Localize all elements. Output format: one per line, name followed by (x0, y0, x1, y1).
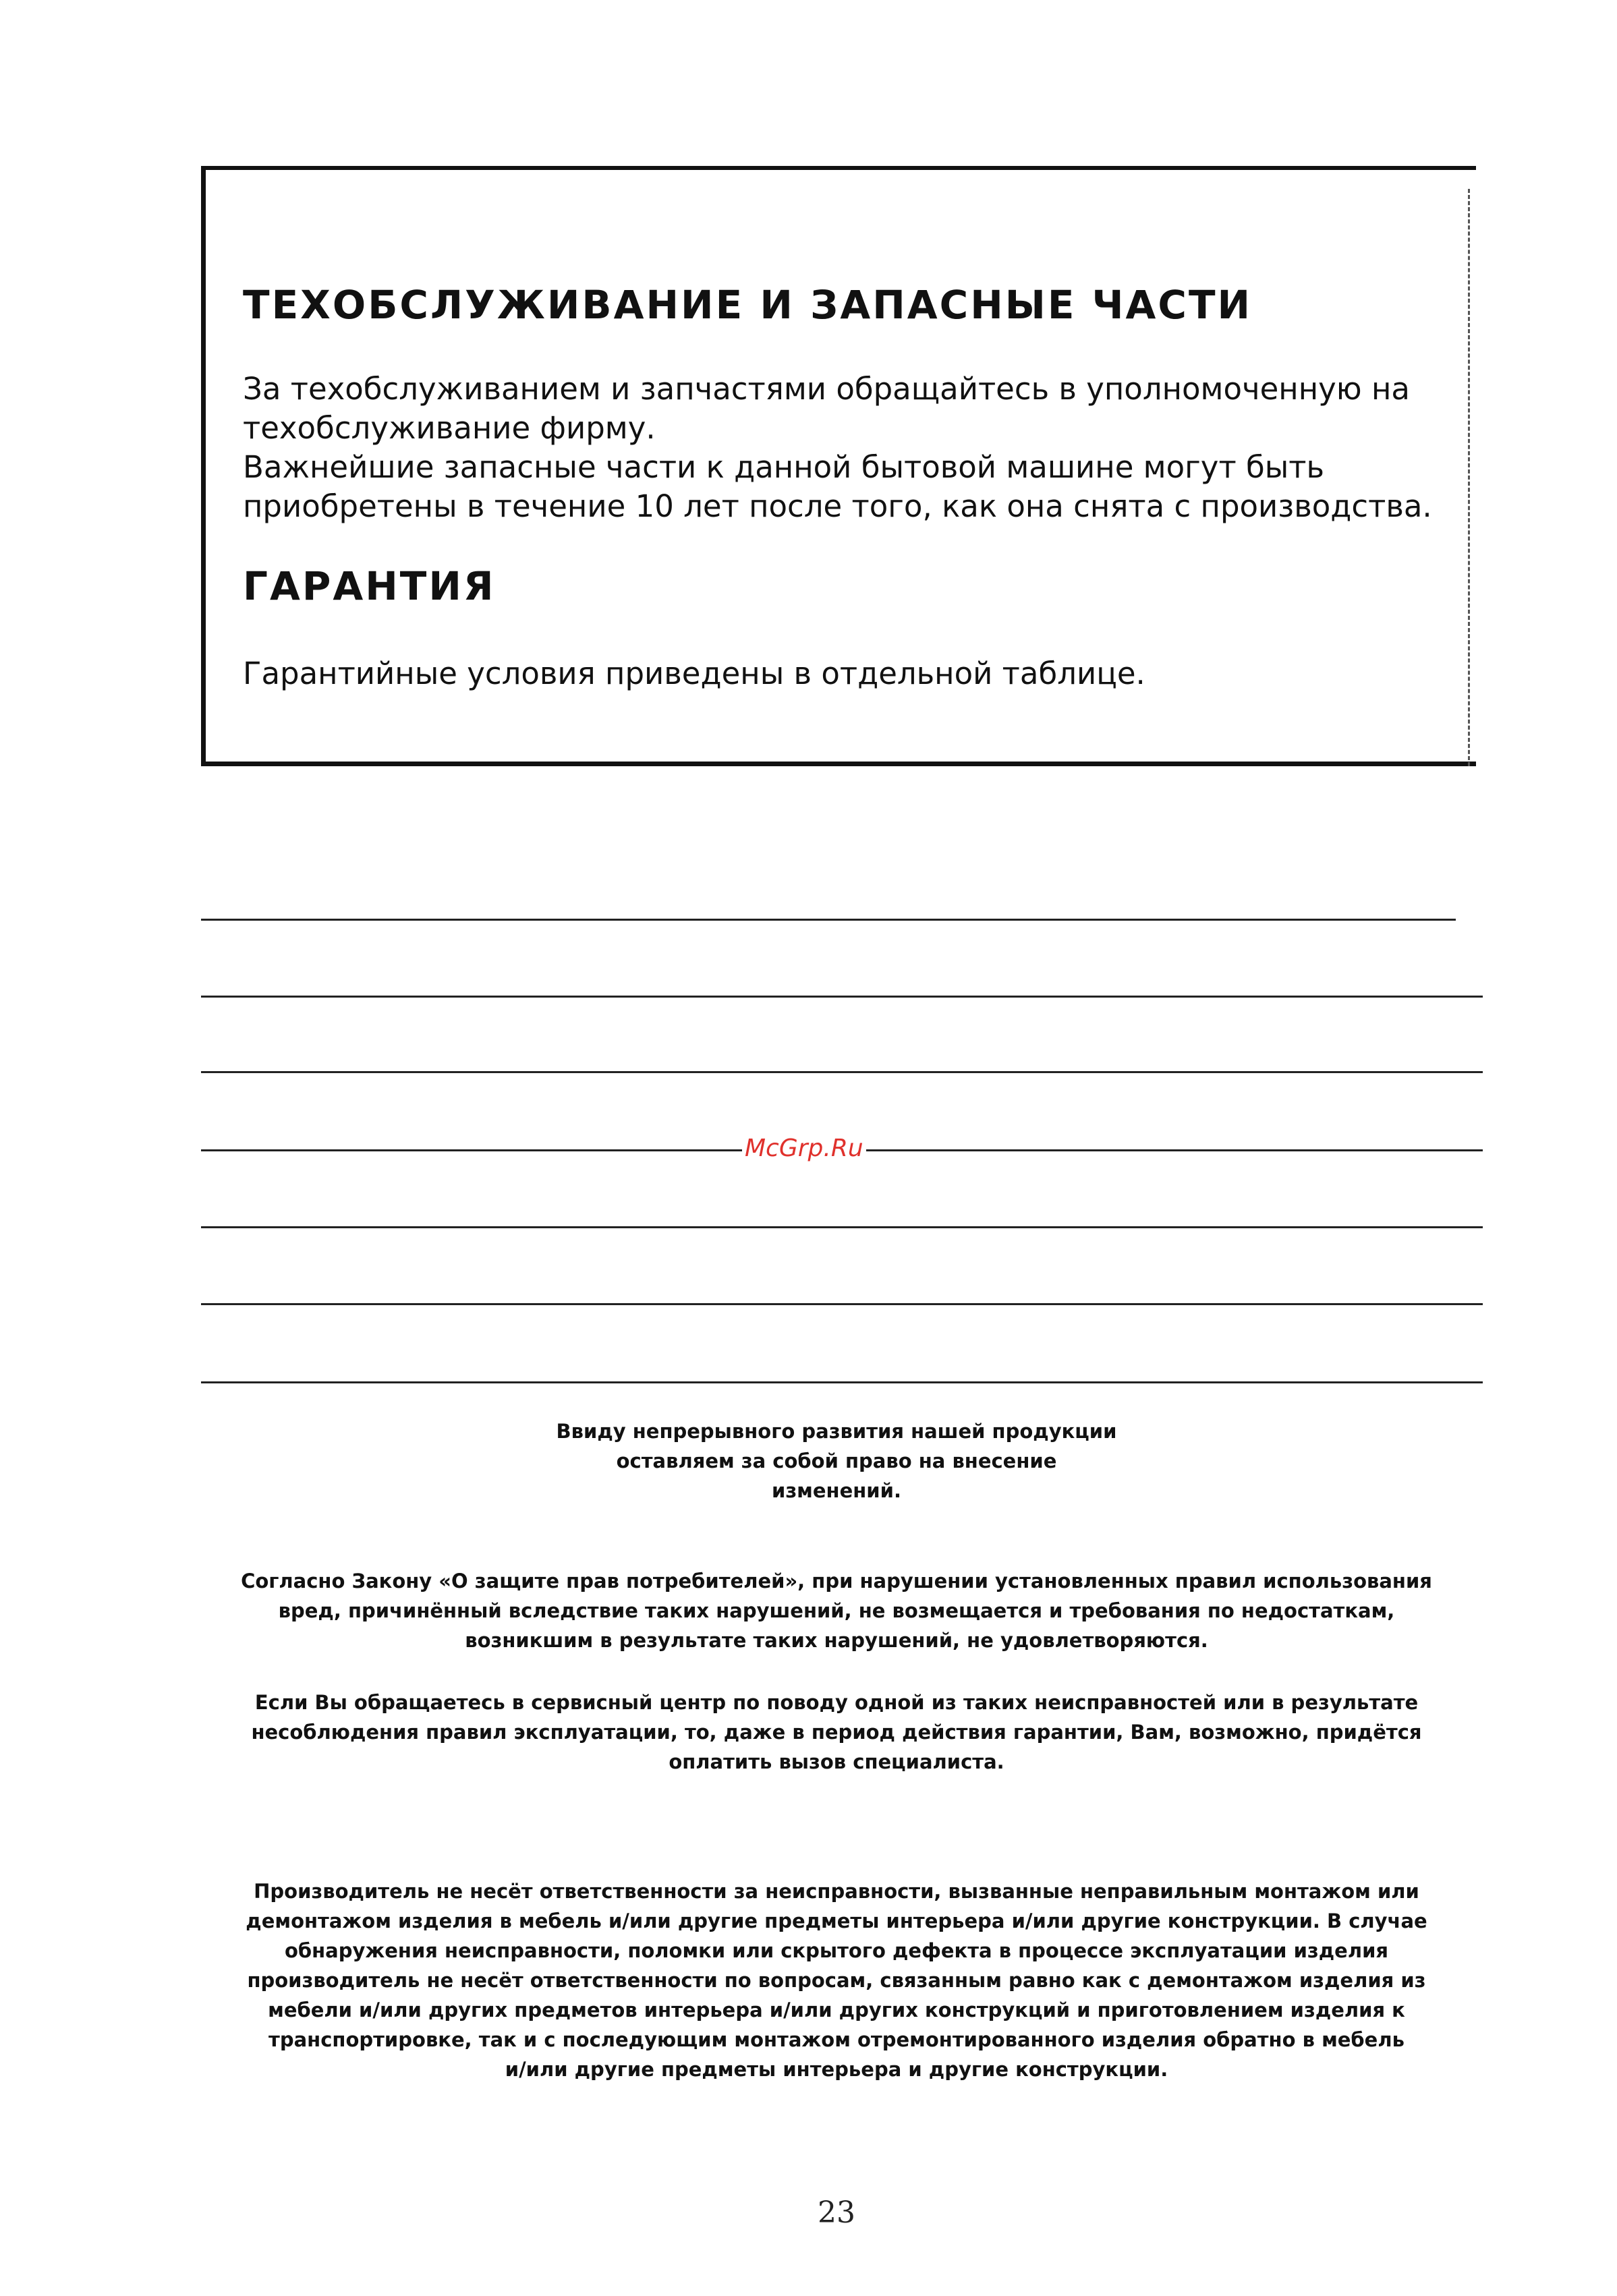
manufacturer-line-7: и/или другие предметы интерьера и другие конструкции. (505, 2058, 1168, 2081)
frame-right-edge (1468, 189, 1470, 766)
service-heading: ТЕХОБСЛУЖИВАНИЕ И ЗАПАСНЫЕ ЧАСТИ (243, 282, 1253, 328)
changes-notice-line-3: изменений. (772, 1479, 901, 1502)
notes-line-7 (201, 1381, 1483, 1383)
changes-notice-line-2: оставляем за собой право на внесение (616, 1450, 1057, 1472)
manufacturer-line-3: обнаружения неисправности, поломки или скрытого дефекта в процессе эксплуатации изделия (284, 1939, 1389, 1962)
notes-line-2 (201, 996, 1483, 998)
page-number: 23 (818, 2195, 855, 2230)
consumer-law-line-3: возникшим в результате таких нарушений, не удовлетворяются. (465, 1629, 1208, 1652)
service-line-4: приобретены в течение 10 лет после того, как она снята с производства. (243, 488, 1432, 524)
consumer-law-line-2: вред, причинённый вследствие таких нарушений, не возмещается и требования по недостаткам, (278, 1599, 1395, 1622)
notes-line-6 (201, 1303, 1483, 1305)
service-line-3: Важнейшие запасные части к данной бытовой машине могут быть (243, 449, 1324, 485)
manufacturer-line-1: Производитель не несёт ответственности за неисправности, вызванные неправильным монтажом или (254, 1880, 1419, 1903)
service-call-line-3: оплатить вызов специалиста. (669, 1750, 1004, 1773)
manufacturer-line-6: транспортировке, так и с последующим монтажом отремонтированного изделия обратно в мебель (268, 2028, 1405, 2051)
service-call-line-1: Если Вы обращаетесь в сервисный центр по поводу одной из таких неисправностей или в результате (254, 1691, 1419, 1714)
manufacturer-line-5: мебели и/или других предметов интерьера и/или других конструкций и приготовлением изделия к (268, 1999, 1405, 2021)
manufacturer-line-4: производитель не несёт ответственности по вопросам, связанным равно как с демонтажом изделия из (247, 1969, 1426, 1992)
notes-line-3 (201, 1071, 1483, 1073)
notes-line-5 (201, 1226, 1483, 1228)
service-line-2: техобслуживание фирму. (243, 410, 656, 446)
watermark-text: McGrp.Ru (742, 1135, 866, 1162)
service-line-1: За техобслуживанием и запчастями обращайтесь в уполномоченную на (243, 371, 1410, 407)
changes-notice-line-1: Ввиду непрерывного развития нашей продукции (556, 1420, 1117, 1443)
warranty-text: Гарантийные условия приведены в отдельной таблице. (243, 656, 1145, 691)
consumer-law-line-1: Согласно Закону «О защите прав потребителей», при нарушении установленных правил использования (241, 1570, 1432, 1592)
notes-line-1 (201, 919, 1456, 921)
manufacturer-line-2: демонтажом изделия в мебель и/или другие предметы интерьера и/или другие конструкции. В случае (246, 1910, 1427, 1932)
warranty-heading: ГАРАНТИЯ (243, 563, 496, 609)
service-call-line-2: несоблюдения правил эксплуатации, то, даже в период действия гарантии, Вам, возможно, придётся (251, 1721, 1422, 1744)
